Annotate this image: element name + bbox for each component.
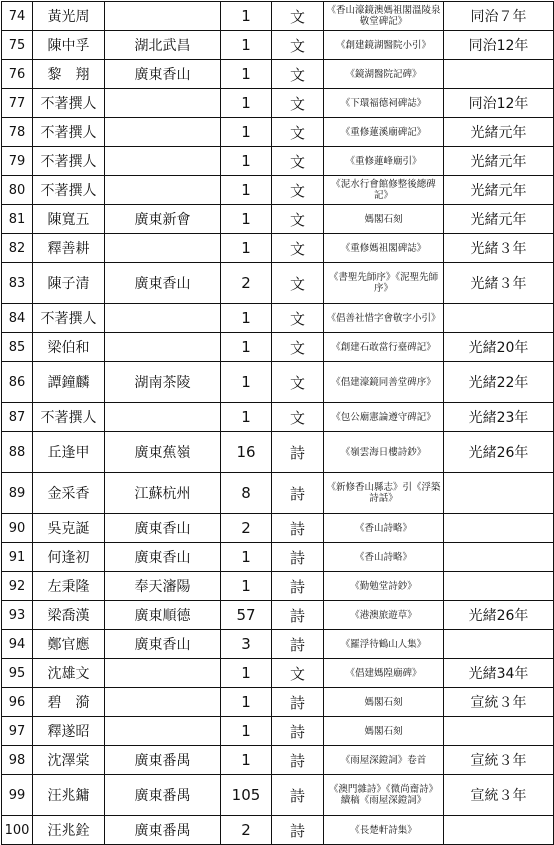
native-place-cell (105, 717, 221, 746)
author-works-table (1, 1, 554, 845)
row-number-cell: 86 (2, 362, 33, 403)
work-title-cell: 《澳門雜詩》《微尚齋詩》續稿《雨屋深鐙詞》 (324, 775, 444, 816)
work-title-cell: 《勤勉堂詩鈔》 (324, 572, 444, 601)
row-number-cell: 94 (2, 630, 33, 659)
row-number-cell: 93 (2, 601, 33, 630)
genre-cell: 文 (272, 263, 324, 304)
row-number-cell: 91 (2, 543, 33, 572)
table-row (2, 543, 554, 572)
table-row (2, 362, 554, 403)
work-count-cell: 1 (221, 118, 272, 147)
work-count-cell: 1 (221, 60, 272, 89)
genre-cell: 詩 (272, 432, 324, 473)
work-count-cell: 1 (221, 659, 272, 688)
reign-date-cell: 光緒34年 (444, 659, 554, 688)
author-name-cell: 譚鐘麟 (33, 362, 105, 403)
work-count-cell: 1 (221, 205, 272, 234)
author-name-cell: 鄭官應 (33, 630, 105, 659)
native-place-cell: 廣東香山 (105, 543, 221, 572)
row-number-cell: 100 (2, 816, 33, 845)
genre-cell: 詩 (272, 572, 324, 601)
table-row (2, 432, 554, 473)
genre-cell: 詩 (272, 543, 324, 572)
native-place-cell: 廣東香山 (105, 263, 221, 304)
table-row (2, 2, 554, 31)
author-name-cell: 陳子清 (33, 263, 105, 304)
work-title-cell: 《倡善社惜字會敬字小引》 (324, 304, 444, 333)
table-row (2, 263, 554, 304)
native-place-cell (105, 304, 221, 333)
genre-cell: 詩 (272, 514, 324, 543)
native-place-cell: 奉天瀋陽 (105, 572, 221, 601)
work-count-cell: 16 (221, 432, 272, 473)
genre-cell: 詩 (272, 746, 324, 775)
author-name-cell: 吳克誕 (33, 514, 105, 543)
genre-cell: 文 (272, 176, 324, 205)
genre-cell: 文 (272, 89, 324, 118)
work-title-cell: 《重修蓮峰廟引》 (324, 147, 444, 176)
work-count-cell: 1 (221, 333, 272, 362)
genre-cell: 文 (272, 362, 324, 403)
work-count-cell: 1 (221, 572, 272, 601)
reign-date-cell: 宣統３年 (444, 775, 554, 816)
work-count-cell: 3 (221, 630, 272, 659)
native-place-cell (105, 176, 221, 205)
table-row (2, 176, 554, 205)
table-row (2, 601, 554, 630)
reign-date-cell: 光緒元年 (444, 205, 554, 234)
row-number-cell: 97 (2, 717, 33, 746)
native-place-cell (105, 333, 221, 362)
native-place-cell: 廣東順德 (105, 601, 221, 630)
table-row (2, 659, 554, 688)
row-number-cell: 81 (2, 205, 33, 234)
author-name-cell: 黃光周 (33, 2, 105, 31)
row-number-cell: 82 (2, 234, 33, 263)
genre-cell: 文 (272, 659, 324, 688)
table-row (2, 60, 554, 89)
native-place-cell (105, 659, 221, 688)
author-name-cell: 沈雄文 (33, 659, 105, 688)
reign-date-cell: 光緒26年 (444, 601, 554, 630)
work-title-cell: 《羅浮待鶴山人集》 (324, 630, 444, 659)
native-place-cell (105, 118, 221, 147)
row-number-cell: 79 (2, 147, 33, 176)
author-name-cell: 黎 翔 (33, 60, 105, 89)
work-title-cell: 《包公廟憲論遵守碑記》 (324, 403, 444, 432)
work-title-cell: 《港澳旅遊草》 (324, 601, 444, 630)
table-row (2, 205, 554, 234)
genre-cell: 文 (272, 31, 324, 60)
row-number-cell: 74 (2, 2, 33, 31)
work-count-cell: 1 (221, 234, 272, 263)
author-name-cell: 左秉隆 (33, 572, 105, 601)
work-title-cell: 媽閣石刻 (324, 717, 444, 746)
reign-date-cell (444, 543, 554, 572)
native-place-cell: 湖南茶陵 (105, 362, 221, 403)
author-name-cell: 梁喬漢 (33, 601, 105, 630)
table-row (2, 775, 554, 816)
work-count-cell: 57 (221, 601, 272, 630)
table-row (2, 572, 554, 601)
genre-cell: 詩 (272, 816, 324, 845)
genre-cell: 詩 (272, 601, 324, 630)
table-row (2, 816, 554, 845)
native-place-cell: 廣東番禺 (105, 746, 221, 775)
row-number-cell: 95 (2, 659, 33, 688)
author-name-cell: 梁伯和 (33, 333, 105, 362)
work-title-cell: 《重修蓮溪廟碑記》 (324, 118, 444, 147)
author-name-cell: 汪兆銓 (33, 816, 105, 845)
work-count-cell: 2 (221, 514, 272, 543)
work-title-cell: 《雨屋深鐙詞》卷首 (324, 746, 444, 775)
native-place-cell: 廣東香山 (105, 60, 221, 89)
row-number-cell: 78 (2, 118, 33, 147)
author-name-cell: 不著撰人 (33, 147, 105, 176)
work-title-cell: 媽閣石刻 (324, 688, 444, 717)
genre-cell: 詩 (272, 688, 324, 717)
genre-cell: 詩 (272, 775, 324, 816)
row-number-cell: 87 (2, 403, 33, 432)
work-count-cell: 1 (221, 31, 272, 60)
native-place-cell: 湖北武昌 (105, 31, 221, 60)
reign-date-cell: 光緒22年 (444, 362, 554, 403)
genre-cell: 文 (272, 403, 324, 432)
work-count-cell: 1 (221, 746, 272, 775)
table-row (2, 234, 554, 263)
work-title-cell: 《香山詩略》 (324, 514, 444, 543)
genre-cell: 文 (272, 118, 324, 147)
work-count-cell: 1 (221, 89, 272, 118)
table-row (2, 304, 554, 333)
reign-date-cell (444, 514, 554, 543)
row-number-cell: 99 (2, 775, 33, 816)
author-name-cell: 何逢初 (33, 543, 105, 572)
author-name-cell: 不著撰人 (33, 89, 105, 118)
work-title-cell: 《重修媽祖閣碑誌》 (324, 234, 444, 263)
work-title-cell: 《書聖先師序》《泥聖先師序》 (324, 263, 444, 304)
genre-cell: 詩 (272, 630, 324, 659)
author-name-cell: 不著撰人 (33, 403, 105, 432)
work-title-cell: 《香山詩略》 (324, 543, 444, 572)
table-row (2, 688, 554, 717)
work-count-cell: 1 (221, 543, 272, 572)
author-name-cell: 汪兆鏞 (33, 775, 105, 816)
reign-date-cell: 光緒26年 (444, 432, 554, 473)
reign-date-cell (444, 572, 554, 601)
work-count-cell: 1 (221, 688, 272, 717)
row-number-cell: 75 (2, 31, 33, 60)
table-row (2, 514, 554, 543)
reign-date-cell: 光緒元年 (444, 147, 554, 176)
reign-date-cell: 光緒20年 (444, 333, 554, 362)
genre-cell: 文 (272, 205, 324, 234)
author-name-cell: 沈澤棠 (33, 746, 105, 775)
work-title-cell: 媽閣石刻 (324, 205, 444, 234)
row-number-cell: 96 (2, 688, 33, 717)
author-name-cell: 陳中孚 (33, 31, 105, 60)
reign-date-cell (444, 816, 554, 845)
author-name-cell: 釋遂昭 (33, 717, 105, 746)
native-place-cell (105, 147, 221, 176)
work-title-cell: 《香山濠鏡澳媽祖閣溫陵泉敬堂碑記》 (324, 2, 444, 31)
author-name-cell: 不著撰人 (33, 304, 105, 333)
table-row (2, 147, 554, 176)
reign-date-cell: 同治７年 (444, 2, 554, 31)
reign-date-cell (444, 630, 554, 659)
work-title-cell: 《創建石敢當行臺碑記》 (324, 333, 444, 362)
reign-date-cell (444, 473, 554, 514)
table-row (2, 118, 554, 147)
work-title-cell: 《倡建媽隍廟碑》 (324, 659, 444, 688)
genre-cell: 文 (272, 304, 324, 333)
author-name-cell: 丘逢甲 (33, 432, 105, 473)
work-title-cell: 《創建鏡湖醫院小引》 (324, 31, 444, 60)
genre-cell: 詩 (272, 473, 324, 514)
work-count-cell: 1 (221, 304, 272, 333)
native-place-cell: 廣東蕉嶺 (105, 432, 221, 473)
reign-date-cell: 光緒元年 (444, 176, 554, 205)
table-row (2, 333, 554, 362)
row-number-cell: 90 (2, 514, 33, 543)
author-name-cell: 陳寬五 (33, 205, 105, 234)
table-row (2, 473, 554, 514)
reign-date-cell: 光緒３年 (444, 263, 554, 304)
genre-cell: 文 (272, 234, 324, 263)
row-number-cell: 76 (2, 60, 33, 89)
work-title-cell: 《嶺雲海日樓詩鈔》 (324, 432, 444, 473)
work-count-cell: 1 (221, 147, 272, 176)
reign-date-cell: 宣統３年 (444, 688, 554, 717)
table-row (2, 746, 554, 775)
work-count-cell: 2 (221, 263, 272, 304)
row-number-cell: 84 (2, 304, 33, 333)
native-place-cell (105, 89, 221, 118)
author-name-cell: 碧 漪 (33, 688, 105, 717)
native-place-cell: 廣東香山 (105, 514, 221, 543)
native-place-cell (105, 2, 221, 31)
work-title-cell: 《長楚軒詩集》 (324, 816, 444, 845)
genre-cell: 詩 (272, 717, 324, 746)
author-name-cell: 不著撰人 (33, 118, 105, 147)
row-number-cell: 85 (2, 333, 33, 362)
genre-cell: 文 (272, 2, 324, 31)
work-count-cell: 1 (221, 403, 272, 432)
work-title-cell: 《鏡湖醫院記碑》 (324, 60, 444, 89)
reign-date-cell: 宣統３年 (444, 746, 554, 775)
author-name-cell: 釋善耕 (33, 234, 105, 263)
row-number-cell: 88 (2, 432, 33, 473)
table-row (2, 717, 554, 746)
table-row (2, 403, 554, 432)
author-name-cell: 金采香 (33, 473, 105, 514)
row-number-cell: 80 (2, 176, 33, 205)
table-row (2, 89, 554, 118)
work-count-cell: 2 (221, 816, 272, 845)
reign-date-cell: 光緒３年 (444, 234, 554, 263)
reign-date-cell (444, 304, 554, 333)
work-count-cell: 105 (221, 775, 272, 816)
reign-date-cell: 同治12年 (444, 89, 554, 118)
work-title-cell: 《下環福德祠碑誌》 (324, 89, 444, 118)
reign-date-cell (444, 60, 554, 89)
native-place-cell (105, 234, 221, 263)
reign-date-cell: 同治12年 (444, 31, 554, 60)
table-row (2, 630, 554, 659)
author-name-cell: 不著撰人 (33, 176, 105, 205)
row-number-cell: 77 (2, 89, 33, 118)
genre-cell: 文 (272, 147, 324, 176)
native-place-cell (105, 688, 221, 717)
table-row (2, 31, 554, 60)
work-count-cell: 1 (221, 176, 272, 205)
genre-cell: 文 (272, 333, 324, 362)
row-number-cell: 89 (2, 473, 33, 514)
native-place-cell: 江蘇杭州 (105, 473, 221, 514)
row-number-cell: 98 (2, 746, 33, 775)
reign-date-cell (444, 717, 554, 746)
work-count-cell: 1 (221, 362, 272, 403)
native-place-cell: 廣東香山 (105, 630, 221, 659)
reign-date-cell: 光緒23年 (444, 403, 554, 432)
native-place-cell: 廣東番禺 (105, 816, 221, 845)
genre-cell: 文 (272, 60, 324, 89)
row-number-cell: 83 (2, 263, 33, 304)
native-place-cell: 廣東番禺 (105, 775, 221, 816)
work-title-cell: 《泥水行會館修整後總碑記》 (324, 176, 444, 205)
work-count-cell: 8 (221, 473, 272, 514)
native-place-cell (105, 403, 221, 432)
work-count-cell: 1 (221, 2, 272, 31)
work-count-cell: 1 (221, 717, 272, 746)
reign-date-cell: 光緒元年 (444, 118, 554, 147)
row-number-cell: 92 (2, 572, 33, 601)
table-body (2, 2, 554, 845)
work-title-cell: 《新修香山縣志》引《浮築詩話》 (324, 473, 444, 514)
native-place-cell: 廣東新會 (105, 205, 221, 234)
work-title-cell: 《倡建濠鏡同善堂碑序》 (324, 362, 444, 403)
